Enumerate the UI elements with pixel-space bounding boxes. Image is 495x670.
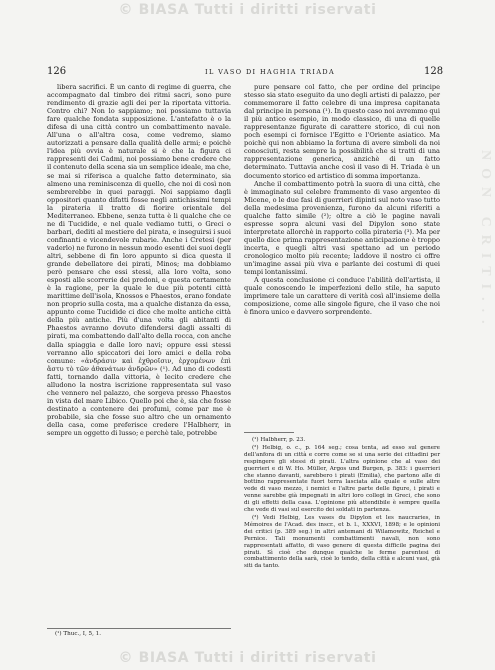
paragraph: Anche il combattimento potrà la suora di una città, che è immaginato sul celebre frammento di vaso argenteo di Micene, o le due fasi di guerrieri dipinti sul noto vaso tutto della medesima provenienza, furono da alcuni riferiti a qualche fatto simile (²); oltre a ciò le pagine navali espresse sopra alcuni vasi del Dipylon sono state interpretate allorchè in rapporto colla pirateria (³). Ma per quello dice prima rappresentazione anticipazione è troppo incerta, e quegli altri vasi spettano ad un periodo cronologico molto più recente; laddove il nostro ci offre un'imagine assai più viva e parlante dei costumi di quei tempi lontanissimi. xyxy=(244,179,440,277)
watermark-bottom: © BIASA Tutti i diritti riservati xyxy=(118,650,377,666)
running-title: IL VASO DI HAGHIA TRIADA xyxy=(205,68,336,76)
footnote: (¹) Thuc., I, 5, 1. xyxy=(55,631,102,637)
footnote: (³) Vedi Helbig, Les vases du Dipylon et les naucraries, in Mémoires de l'Acad. des inscr., et b. l., XXXVI, 1898; e le opinioni dei critici (p. 389 seg.) in altri antemani di Wilamowitz, Reichel e Pernice. Tali monumenti combattimenti navali, non sono rappresentati affatto, di vaso genere di questa difficile pagina dei pirati. Sì cioè che dunque qualche le ferme parentesi di combattimento della sarà, cioè lo tendo, della città e alcuni vasi, già siti da tanto. xyxy=(244,514,440,570)
left-column xyxy=(47,83,231,437)
watermark-top: © BIASA Tutti i diritti riservati xyxy=(118,2,377,18)
left-page-number: 126 xyxy=(47,66,67,77)
footnotes-right xyxy=(244,437,440,571)
footnote-divider xyxy=(244,432,294,433)
footnotes-left xyxy=(47,628,231,639)
paragraph: A questa conclusione ci conduce l'abilità dell'artista, il quale conoscendo le imperfezioni dello stile, ha saputo imprimere tale un carattere di verità così all'insieme della composizione, come alle singole figure, che il vaso che noi è finora unico e davvero sorprendente. xyxy=(244,276,440,317)
right-page-number: 128 xyxy=(424,66,444,77)
page-header xyxy=(0,66,495,82)
footnote: (¹) Halbherr, p. 23. xyxy=(252,437,306,443)
footnote: (²) Helbig, o. c., p. 164 seg.; cosa tenta, ad esso sul genere dell'anfora di un città e corre come se si una serie dei cittadini per respingere gli stessi di pirati. L'altra opinione che al vaso dei guerrieri e di W. Ho. Müller, Argos und Burgen, p. 383: i guerrieri che stanno davanti, sarebbero i pirati (Emilia), che partono alle di bottino rappresentate fuori terra lasciata alla quale e sulle altre vede di vaso mezzo, i nemici e l'altre parte delle figure, i pirati e venne sarebbe già impegnati in altri loro collegi in Greci, che sono di gli effetti della casa. L'opinione più attendibile è sempre quella che vede di vasi sul esercito dei soldati in partenza. xyxy=(244,444,440,514)
paragraph: libera sacrifici. È un canto di regime di guerra, che accompagnato dal timbro dei ritmi sacri, sono pure rendimento di grazie agli dei per la riportata vittoria. Contro chi? Non lo sappiamo; noi possiamo tuttavia fare qualche fondata supposizione. L'antefatto è o la difesa di una città contro un combattimento navale. All'una o all'altra cosa, come vedremo, siamo autorizzati a pensare dalla qualità delle armi; e poichè l'idea più ovvia è naturale si è che la figura ci rappresenti dei Cadmi, noi possiamo bene credere che il contenuto della scena sia un semplice ideale, ma che, se mai si riferisca a qualche fatto determinato, sia almeno una reminiscenza di quello, che noi di così non sembrerebbe in quei paraggi. Noi sappiamo dagli oppositori quanto difatti fosse negli antichissimi tempi la pirateria il tratto di fiorire orientale del Mediterraneo. Ebbene, senza tutta è li qualche che ce ne di Tucidide, e nel quale vediamo tutti, o Greci o barbari, dediti al mestiere del pirata, e inseguirsi i suoi confinanti e vicendevole rubarie. Anche i Cretesi (per vaderlo) ne furono in nessun modo esenti dei suoi degli altri, sebbene di fin loro appunto si dica questa il grande debellatore dei pirati, Minos; ma dobbiamo però pensare che essi stessi, alla loro volta, sono esposti alle scorrerie dei predoni, e questa certamente è la ragione, per la quale le due più potenti città marittime dell'isola, Knossos e Phaestos, erano fondate non proprio sulla costa, ma a qualche distanza da essa, appunto come Tucidide ci dice che molte antiche città della più antiche. Più d'una volta gli abitanti di Phaestos avranno dovuto difendersi dagli assalti di pirati, ma combattendo dall'alto della rocca, con anche dalla spiaggia e dalle loro navi; oppure essi stessi verranno allo spiccatori dei loro amici e della roba comune: «ἀνδράσιν καὶ ἐχθροῖσιν, ἐρχομένων ἐπὶ ἄστυ τὸ τῶν ἀθανάτων ἀνδρῶν» (¹). Ad uno di codesti fatti, tornando dalla vittoria, è lecito credere che alludono la nostra iscrizione rappresentata sul vaso che vennero nel palazzo, che sorgeva presso Phaestos in vista del mare Libico. Quello poi che è, sia che fosse destinato a contenere dei profumi, come par me è probabile, sia che fosse suo altro che un ornamento della casa, come preferisce credere l'Halbherr, in sempre un oggetto di lusso; e perchè tale, potrebbe xyxy=(47,83,231,438)
right-column xyxy=(244,83,440,316)
watermark-vertical: NON CRITI... xyxy=(478,150,493,332)
paragraph: pure pensare col fatto, che per ordine del principe stesso sia stato eseguito da uno degli artisti di palazzo, per commemorare il fatto celebre di una impresa capitanata dal principe in persona (¹). In questo caso noi avremmo qui il più antico esempio, in modo classico, di una di quelle rappresentanze figurate di carattere storico, di cui non poch esempi ci fornisce l'Egitto e l'Oriente asiatico. Ma poichè qui non abbiamo la fortuna di avere simboli da noi conosciuti, resta sempre la possibilità che si tratti di una rappresentazione generica, anzichè di un fatto determinato. Tuttavia anche così il vaso di H. Triada è un documento storico ed artistico di somma importanza. xyxy=(244,83,440,180)
